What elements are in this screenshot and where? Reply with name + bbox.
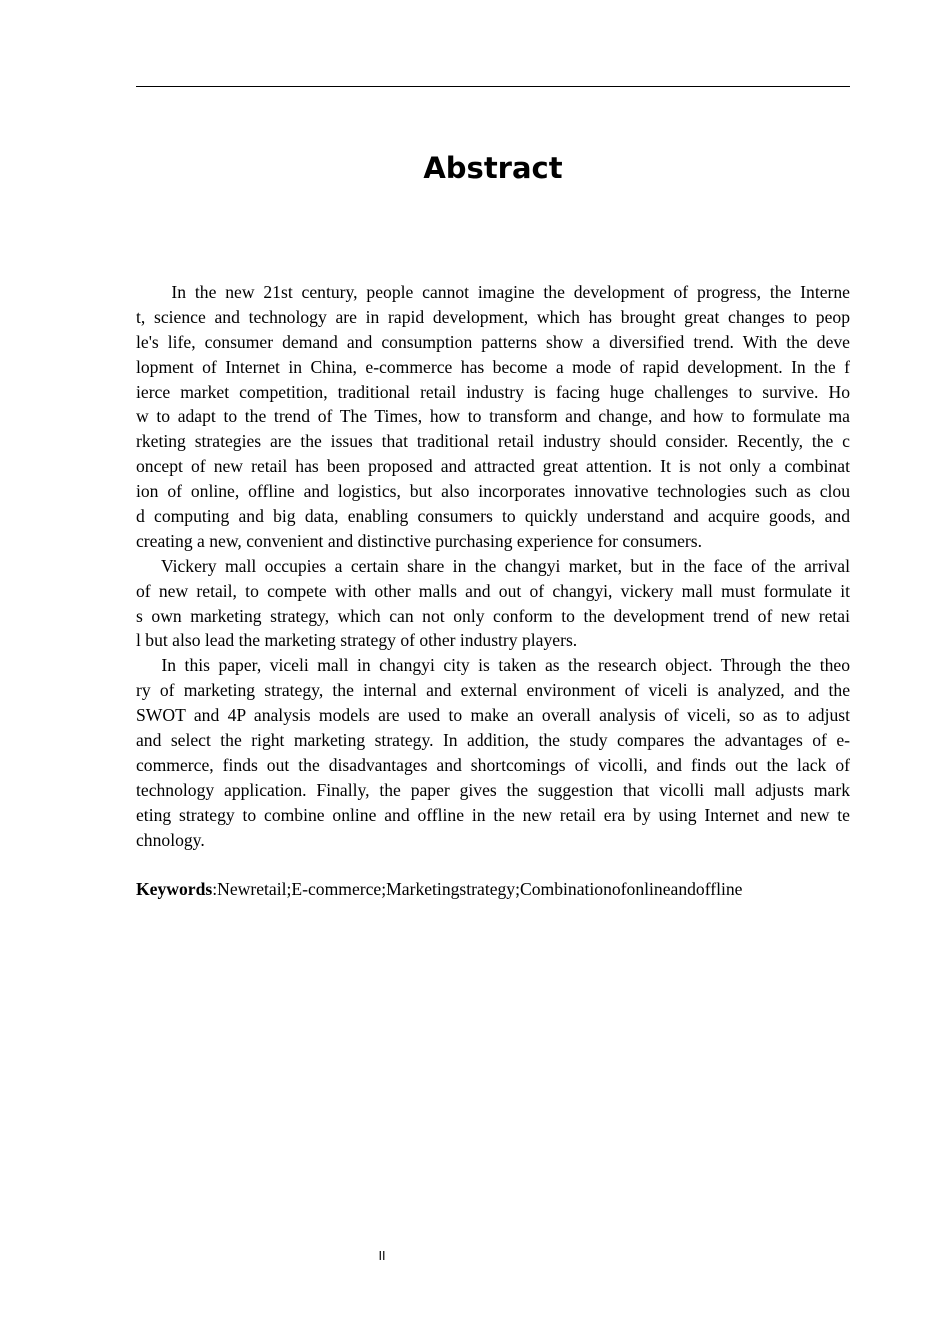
text-line: technology application. Finally, the paper gives the suggestion that vicolli mall adjusts mark: [136, 779, 850, 800]
paragraph-2: [136, 554, 850, 654]
text-line: commerce, finds out the disadvantages and shortcomings of vicolli, and finds out the lack of: [136, 754, 850, 775]
text-line: le's life, consumer demand and consumption patterns show a diversified trend. With the deve: [136, 331, 850, 352]
text-line: rketing strategies are the issues that traditional retail industry should consider. Recently, the c: [136, 431, 850, 452]
abstract-body: [136, 280, 850, 852]
text-line: w to adapt to the trend of The Times, how to transform and change, and how to formulate ma: [136, 406, 850, 427]
keywords-label: Keywords: [136, 879, 213, 899]
text-line: oncept of new retail has been proposed and attracted great attention. It is not only a combinat: [136, 456, 850, 477]
page-title: Abstract: [423, 151, 563, 185]
page-number: II: [378, 1249, 386, 1263]
text-line: creating a new, convenient and distinctive purchasing experience for consumers.: [136, 530, 703, 551]
text-line: In this paper, viceli mall in changyi city is taken as the research object. Through the theo: [136, 655, 850, 676]
paragraph-3: [136, 653, 850, 852]
text-line: l but also lead the marketing strategy of other industry players.: [136, 630, 578, 651]
text-line: of new retail, to compete with other malls and out of changyi, vickery mall must formulate it: [136, 580, 850, 601]
text-line: ion of online, offline and logistics, but also incorporates innovative technologies such as clou: [136, 481, 850, 502]
text-line: lopment of Internet in China, e-commerce has become a mode of rapid development. In the f: [136, 356, 850, 377]
text-line: t, science and technology are in rapid development, which has brought great changes to peop: [136, 306, 850, 327]
keywords: [136, 877, 850, 901]
text-line: eting strategy to combine online and offline in the new retail era by using Internet and new te: [136, 804, 850, 825]
keywords-value: :Newretail;E-commerce;Marketingstrategy;Combinationofonlineandoffline: [212, 879, 743, 899]
text-line: ierce market competition, traditional retail industry is facing huge challenges to survive. Ho: [136, 381, 850, 402]
text-line: SWOT and 4P analysis models are used to make an overall analysis of viceli, so as to adjust: [136, 705, 850, 726]
header-rule: [136, 86, 850, 87]
text-line: s own marketing strategy, which can not only conform to the development trend of new retai: [136, 605, 850, 626]
text-line: d computing and big data, enabling consumers to quickly understand and acquire goods, and: [136, 506, 850, 527]
text-line: chnology.: [136, 829, 205, 850]
text-line: In the new 21st century, people cannot imagine the development of progress, the Interne: [136, 282, 850, 302]
paragraph-1: [136, 280, 850, 554]
text-line: ry of marketing strategy, the internal and external environment of viceli is analyzed, and the: [136, 680, 850, 701]
text-line: and select the right marketing strategy. In addition, the study compares the advantages of e-: [136, 730, 850, 751]
text-line: Vickery mall occupies a certain share in the changyi market, but in the face of the arrival: [136, 555, 850, 576]
